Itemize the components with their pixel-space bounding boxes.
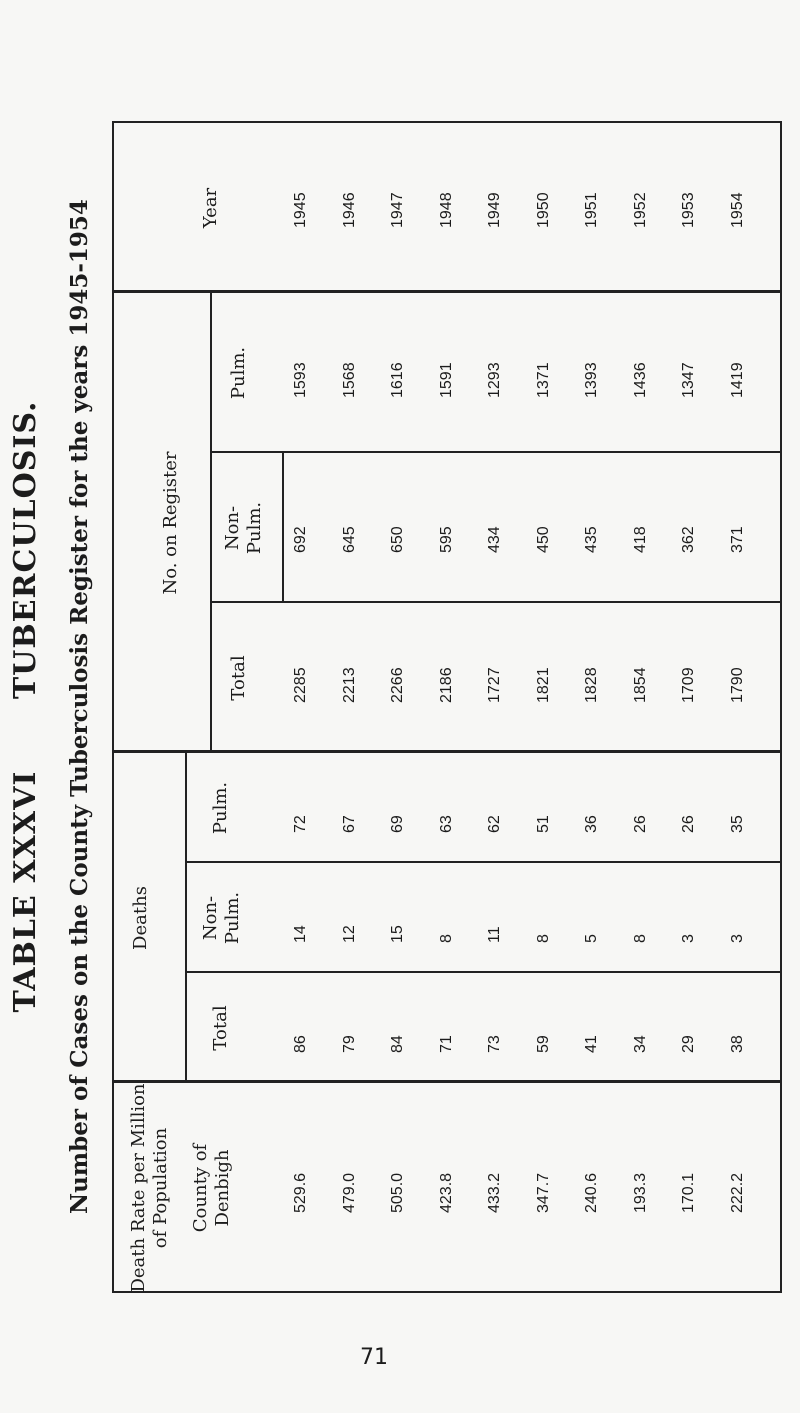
table-cell: 1952 — [631, 192, 649, 228]
table-cell: 86 — [292, 1035, 309, 1053]
table-cell: 15 — [389, 925, 406, 943]
table-cell: 8 — [631, 934, 649, 943]
table-cell: 1293 — [486, 362, 503, 398]
table-cell: 1949 — [486, 192, 503, 228]
sep-reg-non-total — [210, 601, 782, 603]
table-cell: 193.3 — [631, 1172, 649, 1213]
table-cell: 1436 — [631, 362, 649, 398]
table-cell: 1946 — [340, 192, 358, 228]
sep-reg-pulm-non — [210, 451, 782, 453]
table-cell: 63 — [437, 815, 455, 833]
table-cell: 5 — [583, 934, 600, 943]
table-cell: 71 — [437, 1035, 455, 1053]
table-subtitle: Number of Cases on the County Tuberculosis Register for the years 1945-1954 — [66, 199, 93, 1214]
header-d-pulm: Pulm. — [210, 781, 231, 835]
table-cell: 1953 — [680, 192, 697, 228]
table-cell: 51 — [534, 815, 552, 833]
table-cell: 1727 — [486, 667, 503, 703]
table-cell: 1828 — [583, 667, 600, 703]
table-left-border — [112, 121, 782, 123]
header-reg-total: Total — [228, 655, 249, 701]
table-top-border — [112, 123, 114, 1293]
table-cell: 8 — [534, 934, 552, 943]
table-cell: 1393 — [583, 362, 600, 398]
table-cell: 72 — [292, 815, 309, 833]
header-reg-non-pulm: Non- Pulm. — [222, 501, 265, 555]
table-cell: 73 — [486, 1035, 503, 1053]
table-cell: 450 — [534, 526, 552, 553]
table-cell: 84 — [389, 1035, 406, 1053]
table-cell: 1591 — [437, 362, 455, 398]
table-cell: 1709 — [680, 667, 697, 703]
reg-non-underline — [282, 453, 284, 603]
table-cell: 12 — [340, 925, 358, 943]
table-cell: 2285 — [292, 667, 309, 703]
table-cell: 3 — [728, 934, 746, 943]
table-cell: 371 — [728, 526, 746, 553]
table-cell: 36 — [583, 815, 600, 833]
table-cell: 69 — [389, 815, 406, 833]
table-subject: TUBERCULOSIS. — [8, 400, 43, 700]
table-cell: 11 — [486, 926, 503, 943]
table-cell: 62 — [486, 815, 503, 833]
table-cell: 26 — [680, 815, 697, 833]
table-cell: 529.6 — [292, 1172, 309, 1213]
table-cell: 362 — [680, 526, 697, 553]
table-cell: 479.0 — [340, 1172, 358, 1213]
table-cell: 41 — [583, 1035, 600, 1053]
table-cell: 3 — [680, 934, 697, 943]
header-county: County of Denbigh — [190, 1143, 233, 1233]
table-cell: 2213 — [340, 667, 358, 703]
table-cell: 1371 — [534, 362, 552, 398]
table-cell: 170.1 — [680, 1172, 697, 1213]
table-cell: 2186 — [437, 667, 455, 703]
table-cell: 434 — [486, 526, 503, 553]
table-cell: 418 — [631, 526, 649, 553]
deaths-group-underline — [185, 753, 187, 1083]
table-cell: 595 — [437, 526, 455, 553]
table-cell: 222.2 — [728, 1172, 746, 1213]
header-reg-pulm: Pulm. — [228, 346, 249, 400]
table-cell: 1568 — [340, 362, 358, 398]
table-cell: 1945 — [292, 192, 309, 228]
table-cell: 240.6 — [583, 1172, 600, 1213]
table-cell: 1616 — [389, 362, 406, 398]
table-label: TABLE XXXVI — [8, 770, 43, 1013]
table-cell: 38 — [728, 1035, 746, 1053]
table-cell: 435 — [583, 526, 600, 553]
table-cell: 14 — [292, 925, 309, 943]
page-number: 71 — [360, 1345, 388, 1370]
header-register-group: No. on Register — [160, 451, 181, 595]
table-cell: 1947 — [389, 192, 406, 228]
table-cell: 8 — [437, 934, 455, 943]
table-cell: 1821 — [534, 667, 552, 703]
sep-year-register — [112, 290, 782, 293]
header-deaths-group: Deaths — [130, 886, 151, 950]
table-cell: 1954 — [728, 192, 746, 228]
table-cell: 645 — [340, 526, 358, 553]
header-d-non-pulm: Non- Pulm. — [200, 891, 243, 945]
table-cell: 650 — [389, 526, 406, 553]
register-group-underline — [210, 293, 212, 753]
header-rate-group: Death Rate per Million of Population — [128, 1083, 171, 1293]
header-d-total: Total — [210, 1005, 231, 1051]
table-cell: 1948 — [437, 192, 455, 228]
table-cell: 1593 — [292, 362, 309, 398]
table-cell: 1950 — [534, 192, 552, 228]
table-cell: 423.8 — [437, 1172, 455, 1213]
table-cell: 59 — [534, 1035, 552, 1053]
table-cell: 67 — [340, 815, 358, 833]
table-cell: 29 — [680, 1035, 697, 1053]
table-cell: 1419 — [728, 362, 746, 398]
table-cell: 347.7 — [534, 1172, 552, 1213]
table-cell: 1854 — [631, 667, 649, 703]
table-cell: 1951 — [583, 192, 600, 228]
table-cell: 1347 — [680, 362, 697, 398]
table-cell: 2266 — [389, 667, 406, 703]
table-cell: 35 — [728, 815, 746, 833]
table-cell: 26 — [631, 815, 649, 833]
table-cell: 505.0 — [389, 1172, 406, 1213]
table-cell: 79 — [340, 1035, 358, 1053]
table-cell: 692 — [292, 526, 309, 553]
header-year: Year — [200, 187, 221, 229]
table-cell: 433.2 — [486, 1172, 503, 1213]
table-cell: 34 — [631, 1035, 649, 1053]
table-cell: 1790 — [728, 667, 746, 703]
table-bottom-border — [780, 123, 782, 1293]
